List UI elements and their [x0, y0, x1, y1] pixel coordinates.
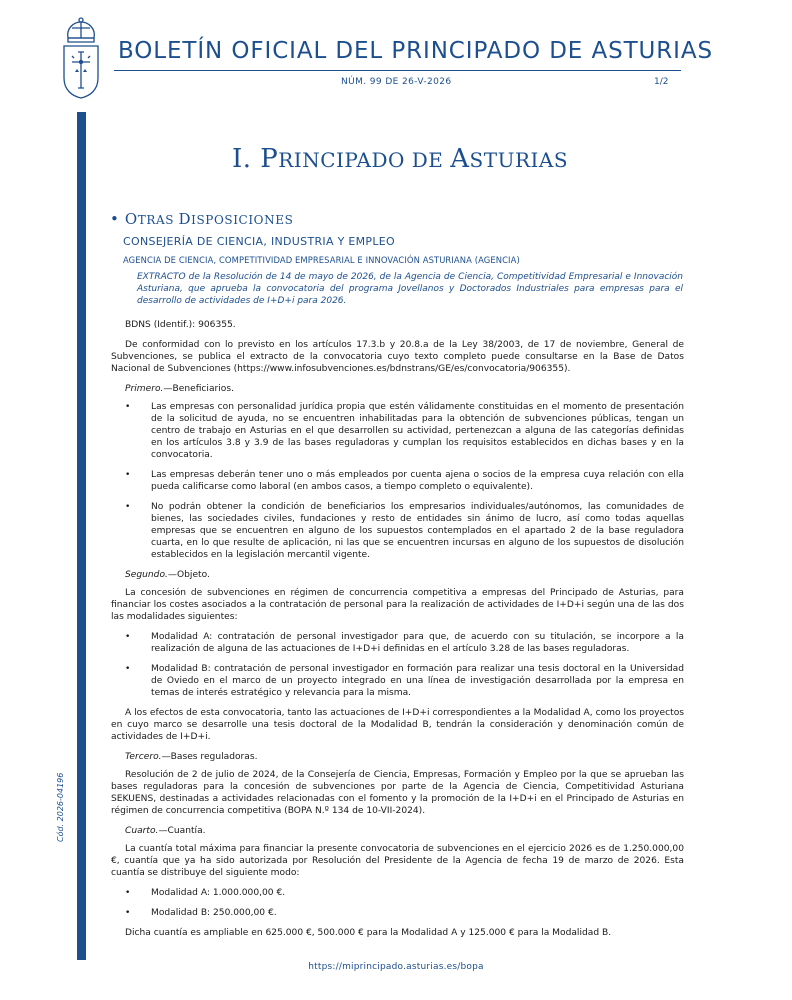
- sidebar-bar: [77, 112, 86, 960]
- modalities-list: [111, 631, 684, 699]
- document-body: [111, 319, 684, 947]
- department-name: CONSEJERÍA DE CIENCIA, INDUSTRIA Y EMPLEO: [123, 235, 395, 248]
- footer-link[interactable]: https://miprincipado.asturias.es/bopa: [308, 962, 484, 972]
- asturias-coat-of-arms-icon: [56, 16, 106, 102]
- heading-tercero: Tercero.—Bases reguladoras.: [125, 752, 258, 762]
- agency-name: AGENCIA DE CIENCIA, COMPETITIVIDAD EMPRESARIAL E INNOVACIÓN ASTURIANA (AGENCIA): [123, 255, 520, 265]
- amount-paragraph: La cuantía total máxima para financiar la presente convocatoria de subvenciones en el ejercicio 2026 es de 1.250.000,00 €, cuantía que ya ha sido autorizada por Resolución del Presidente de la Agencia de fecha 19 de marzo de 2026. Esta cuantía se distribuye del siguiente modo:: [111, 844, 684, 878]
- list-item: • Las empresas deberán tener uno o más empleados por cuenta ajena o socios de la empresa cuya relación con ella pueda calificarse como laboral (en ambos casos, a tiempo completo o equivalente).: [125, 470, 684, 492]
- list-item: • Modalidad A: 1.000.000,00 €.: [125, 888, 286, 898]
- amount-extension-paragraph: Dicha cuantía es ampliable en 625.000 €, 500.000 € para la Modalidad A y 125.000 € para la Modalidad B.: [125, 928, 612, 938]
- extract-summary: EXTRACTO de la Resolución de 14 de mayo de 2026, de la Agencia de Ciencia, Competitividad Empresarial e Innovación Asturiana, que aprueba la convocatoria del programa Jovellanos y Doctorados Industriales para empresas para el desarrollo de actividades de I+D+i para 2026.: [137, 272, 683, 306]
- object-paragraph: La concesión de subvenciones en régimen de concurrencia competitiva a empresas del Principado de Asturias, para financiar los costes asociados a la contratación de personal para la realización de actividades de I+D+i según una de las dos las modalidades siguientes:: [111, 588, 684, 622]
- list-item: • No podrán obtener la condición de beneficiarios los empresarios individuales/autónomos, las comunidades de bienes, las sociedades civiles, fundaciones y resto de entidades sin ánimo de lucro, así como todas aquellas empresas que se encuentren en alguno de los supuestos contemplados en el apartado 2 de la base reguladora cuarta, en lo que resulte de aplicación, ni las que se encuentren incursas en alguno de los supuestos de disolución establecidos en la legislación mercantil vigente.: [125, 502, 684, 560]
- intro-paragraph: De conformidad con lo previsto en los artículos 17.3.b y 20.8.a de la Ley 38/2003, de 17 de noviembre, General de Subvenciones, se publica el extracto de la convocatoria cuyo texto completo puede consultarse en la Base de Datos Nacional de Subvenciones (https://www.infosubvenciones.es/bdnstrans/GE/es/convocatoria/906355).: [111, 340, 684, 374]
- heading-primero: Primero.—Beneficiarios.: [125, 384, 234, 394]
- list-item: • Modalidad B: 250.000,00 €.: [125, 908, 277, 918]
- amount-list: [111, 887, 684, 919]
- issue-number: NÚM. 99 DE 26-V-2026: [341, 77, 452, 87]
- bulletin-title: BOLETÍN OFICIAL DEL PRINCIPADO DE ASTURIAS: [118, 38, 713, 64]
- list-item: • Modalidad A: contratación de personal investigador para que, de acuerdo con su titulación, se incorpore a la realización de alguna de las actuaciones de I+D+i definidas en el artículo 3.28 de las bases reguladoras.: [125, 632, 684, 654]
- regulations-paragraph: Resolución de 2 de julio de 2024, de la Consejería de Ciencia, Empresas, Formación y Empleo por la que se aprueban las bases reguladoras para la concesión de subvenciones por parte de la Agencia de Ciencia, Competitividad Asturiana SEKUENS, destinadas a actividades relacionadas con el fomento y la promoción de la I+D+i en el Principado de Asturias en régimen de concurrencia competitiva (BOPA N.º 134 de 10-VII-2024).: [111, 770, 684, 816]
- header-divider: [114, 70, 681, 71]
- list-item: • Las empresas con personalidad jurídica propia que estén válidamente constituidas en el momento de presentación de la solicitud de ayuda, no se encuentren inhabilitadas para la obtención de subvenciones públicas, tengan un centro de trabajo en Asturias en el que desarrollen su actividad, pertenezcan a alguna de las categorías definidas en los artículos 3.8 y 3.9 de las bases reguladoras y cumplan los requisitos establecidos en dichas bases y en la convocatoria.: [125, 402, 684, 460]
- list-item: • Modalidad B: contratación de personal investigador en formación para realizar una tesis doctoral en la Universidad de Oviedo en el marco de un proyecto integrado en una línea de investigación desarrollada por la empresa en temas de interés estratégico y relevancia para la misma.: [125, 664, 684, 698]
- beneficiaries-list: [111, 401, 684, 561]
- section-title: I. PRINCIPADO DE ASTURIAS: [231, 144, 569, 174]
- heading-segundo: Segundo.—Objeto.: [125, 570, 210, 580]
- object-closing-paragraph: A los efectos de esta convocatoria, tanto las actuaciones de I+D+i correspondientes a la Modalidad A, como los proyectos en cuyo marco se desarrolle una tesis doctoral de la Modalidad B, tendrán la consideración y denominación común de actividades de I+D+i.: [111, 708, 684, 742]
- heading-cuarto: Cuarto.—Cuantía.: [125, 826, 206, 836]
- page-number: 1/2: [654, 77, 669, 87]
- bdns-id: BDNS (Identif.): 906355.: [125, 320, 236, 330]
- subsection-title: • OTRAS DISPOSICIONES: [110, 210, 294, 228]
- document-code: Cód. 2026-04196: [56, 772, 65, 842]
